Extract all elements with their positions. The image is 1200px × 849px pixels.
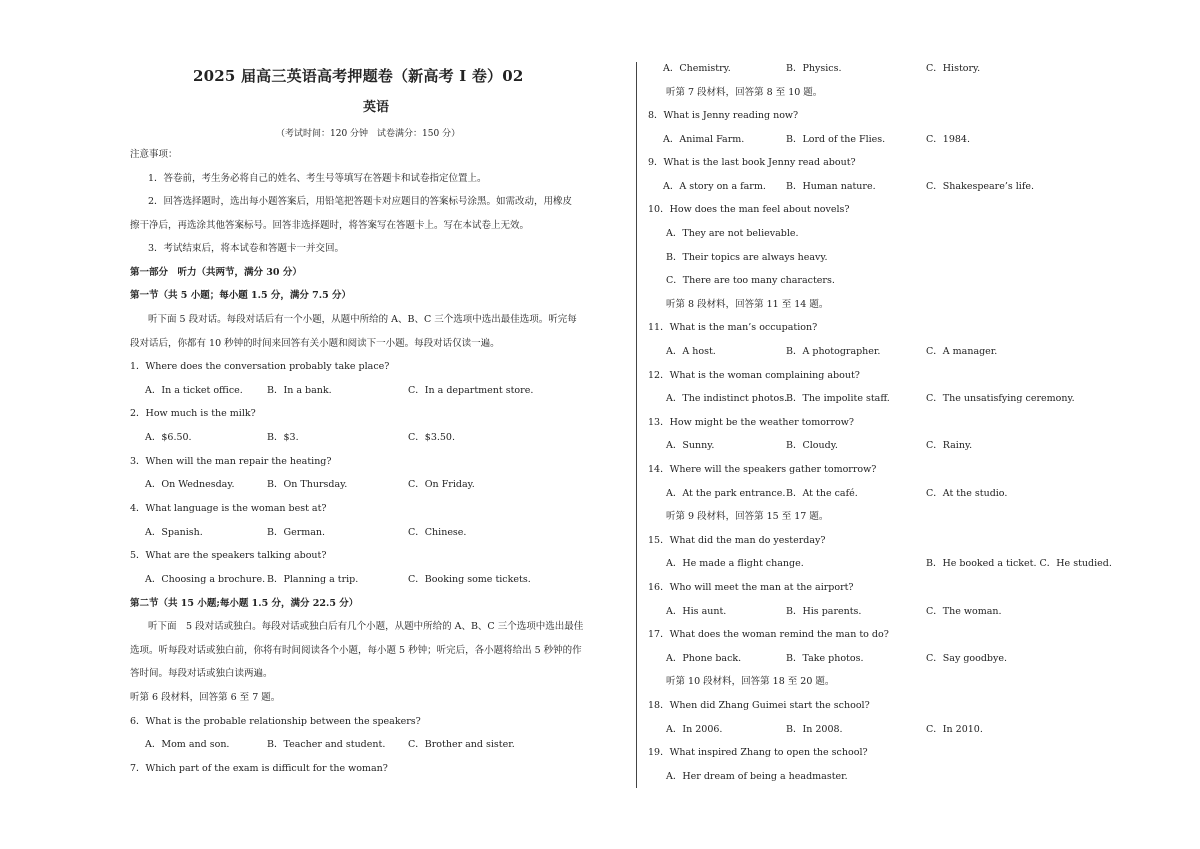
q9-option-c: C．Shakespeare’s life. (926, 181, 1034, 192)
q15-options-b-c: B．He booked a ticket. C．He studied. (926, 558, 1112, 569)
q14-option-b: B．At the café. (786, 488, 858, 499)
material-9-heading: 听第 9 段材料，回答第 15 至 17 题。 (666, 511, 829, 522)
note-1: 1．答卷前，考生务必将自己的姓名、考生号等填写在答题卡和试卷指定位置上。 (148, 173, 487, 184)
q13-option-c: C．Rainy. (926, 440, 973, 451)
question-10: 10．How does the man feel about novels? (648, 204, 850, 215)
page-title: 2025 届高三英语高考押题卷（新高考 I 卷）02 (193, 67, 524, 85)
q12-option-c: C．The unsatisfying ceremony. (926, 393, 1075, 404)
q10-option-a: A．They are not believable. (666, 228, 799, 239)
question-1: 1．Where does the conversation probably take place? (130, 361, 390, 372)
q10-option-b: B．Their topics are always heavy. (666, 252, 828, 263)
q14-option-a: A．At the park entrance. (666, 488, 786, 499)
q5-option-b: B．Planning a trip. (267, 574, 359, 585)
q18-option-c: C．In 2010. (926, 724, 983, 735)
q1-option-b: B．In a bank. (267, 385, 332, 396)
question-5: 5．What are the speakers talking about? (130, 550, 327, 561)
q7-option-c: C．History. (926, 63, 981, 74)
q1-option-a: A．In a ticket office. (145, 385, 243, 396)
q10-option-c: C．There are too many characters. (666, 275, 835, 286)
section1-instructions-a: 听下面 5 段对话。每段对话后有一个小题，从题中所给的 A、B、C 三个选项中选出最佳选项。听完每 (148, 314, 577, 325)
question-2: 2．How much is the milk? (130, 408, 256, 419)
q11-option-c: C．A manager. (926, 346, 998, 357)
material-10-heading: 听第 10 段材料，回答第 18 至 20 题。 (666, 676, 835, 687)
question-18: 18．When did Zhang Guimei start the school? (648, 700, 870, 711)
question-8: 8．What is Jenny reading now? (648, 110, 799, 121)
q13-option-b: B．Cloudy. (786, 440, 838, 451)
question-11: 11．What is the man’s occupation? (648, 322, 818, 333)
section1-instructions-b: 段对话后，你都有 10 秒钟的时间来回答有关小题和阅读下一小题。每段对话仅读一遍。 (130, 338, 500, 349)
section2-heading: 第二节（共 15 小题;每小题 1.5 分，满分 22.5 分） (130, 598, 359, 609)
question-9: 9．What is the last book Jenny read about? (648, 157, 856, 168)
q17-option-c: C．Say goodbye. (926, 653, 1008, 664)
q16-option-a: A．His aunt. (666, 606, 727, 617)
q18-option-a: A．In 2006. (666, 724, 723, 735)
question-6: 6．What is the probable relationship between the speakers? (130, 716, 421, 727)
q17-option-a: A．Phone back. (666, 653, 742, 664)
q4-option-b: B．German. (267, 527, 326, 538)
exam-info: （考试时间：120 分钟 试卷满分：150 分） (276, 129, 461, 139)
question-17: 17．What does the woman remind the man to do? (648, 629, 889, 640)
q14-option-c: C．At the studio. (926, 488, 1008, 499)
q4-option-c: C．Chinese. (408, 527, 467, 538)
q2-option-b: B．$3. (267, 432, 299, 443)
section1-heading: 第一节（共 5 小题；每小题 1.5 分，满分 7.5 分） (130, 290, 352, 301)
q7-option-b: B．Physics. (786, 63, 842, 74)
q12-option-a: A．The indistinct photos. (666, 393, 788, 404)
q3-option-c: C．On Friday. (408, 479, 475, 490)
question-7: 7．Which part of the exam is difficult for the woman? (130, 763, 388, 774)
q17-option-b: B．Take photos. (786, 653, 864, 664)
subject-title: 英语 (363, 100, 390, 115)
q11-option-a: A．A host. (666, 346, 716, 357)
question-13: 13．How might be the weather tomorrow? (648, 417, 854, 428)
section2-instructions-b: 选项。听每段对话或独白前，你将有时间阅读各个小题，每小题 5 秒钟；听完后，各小题将给出 5 秒钟的作 (130, 645, 582, 656)
q7-option-a: A．Chemistry. (663, 63, 731, 74)
question-15: 15．What did the man do yesterday? (648, 535, 826, 546)
q9-option-a: A．A story on a farm. (663, 181, 766, 192)
notes-heading: 注意事项： (130, 149, 178, 160)
question-19: 19．What inspired Zhang to open the school? (648, 747, 868, 758)
question-14: 14．Where will the speakers gather tomorrow? (648, 464, 877, 475)
material-8-heading: 听第 8 段材料，回答第 11 至 14 题。 (666, 299, 829, 310)
q2-option-a: A．$6.50. (145, 432, 192, 443)
q5-option-a: A．Choosing a brochure. (145, 574, 266, 585)
q6-option-b: B．Teacher and student. (267, 739, 386, 750)
question-12: 12．What is the woman complaining about? (648, 370, 860, 381)
question-16: 16．Who will meet the man at the airport? (648, 582, 854, 593)
q16-option-c: C．The woman. (926, 606, 1002, 617)
q11-option-b: B．A photographer. (786, 346, 881, 357)
q4-option-a: A．Spanish. (145, 527, 203, 538)
q3-option-b: B．On Thursday. (267, 479, 348, 490)
question-3: 3．When will the man repair the heating? (130, 456, 332, 467)
q8-option-c: C．1984. (926, 134, 970, 145)
section2-instructions-c: 答时间。每段对话或独白读两遍。 (130, 668, 273, 679)
q18-option-b: B．In 2008. (786, 724, 843, 735)
q5-option-c: C．Booking some tickets. (408, 574, 531, 585)
q19-option-a: A．Her dream of being a headmaster. (666, 771, 848, 782)
note-2a: 2．回答选择题时，选出每小题答案后，用铅笔把答题卡对应题目的答案标号涂黑。如需改动，用橡皮 (148, 196, 573, 207)
note-3: 3．考试结束后，将本试卷和答题卡一并交回。 (148, 243, 345, 254)
note-2b: 擦干净后，再选涂其他答案标号。回答非选择题时，将答案写在答题卡上。写在本试卷上无效。 (130, 220, 530, 231)
q15-option-a: A．He made a flight change. (666, 558, 804, 569)
q8-option-a: A．Animal Farm. (663, 134, 745, 145)
q9-option-b: B．Human nature. (786, 181, 876, 192)
q8-option-b: B．Lord of the Flies. (786, 134, 886, 145)
q1-option-c: C．In a department store. (408, 385, 534, 396)
question-4: 4．What language is the woman best at? (130, 503, 327, 514)
q2-option-c: C．$3.50. (408, 432, 455, 443)
q6-option-a: A．Mom and son. (145, 739, 230, 750)
material-6-heading: 听第 6 段材料，回答第 6 至 7 题。 (130, 692, 281, 703)
part1-heading: 第一部分 听力（共两节，满分 30 分） (130, 267, 302, 278)
q16-option-b: B．His parents. (786, 606, 862, 617)
material-7-heading: 听第 7 段材料，回答第 8 至 10 题。 (666, 87, 823, 98)
q3-option-a: A．On Wednesday. (145, 479, 235, 490)
q13-option-a: A．Sunny. (666, 440, 715, 451)
column-divider (636, 62, 637, 788)
q6-option-c: C．Brother and sister. (408, 739, 515, 750)
q12-option-b: B．The impolite staff. (786, 393, 890, 404)
section2-instructions-a: 听下面 5 段对话或独白。每段对话或独白后有几个小题，从题中所给的 A、B、C 三个选项中选出最佳 (148, 621, 584, 632)
